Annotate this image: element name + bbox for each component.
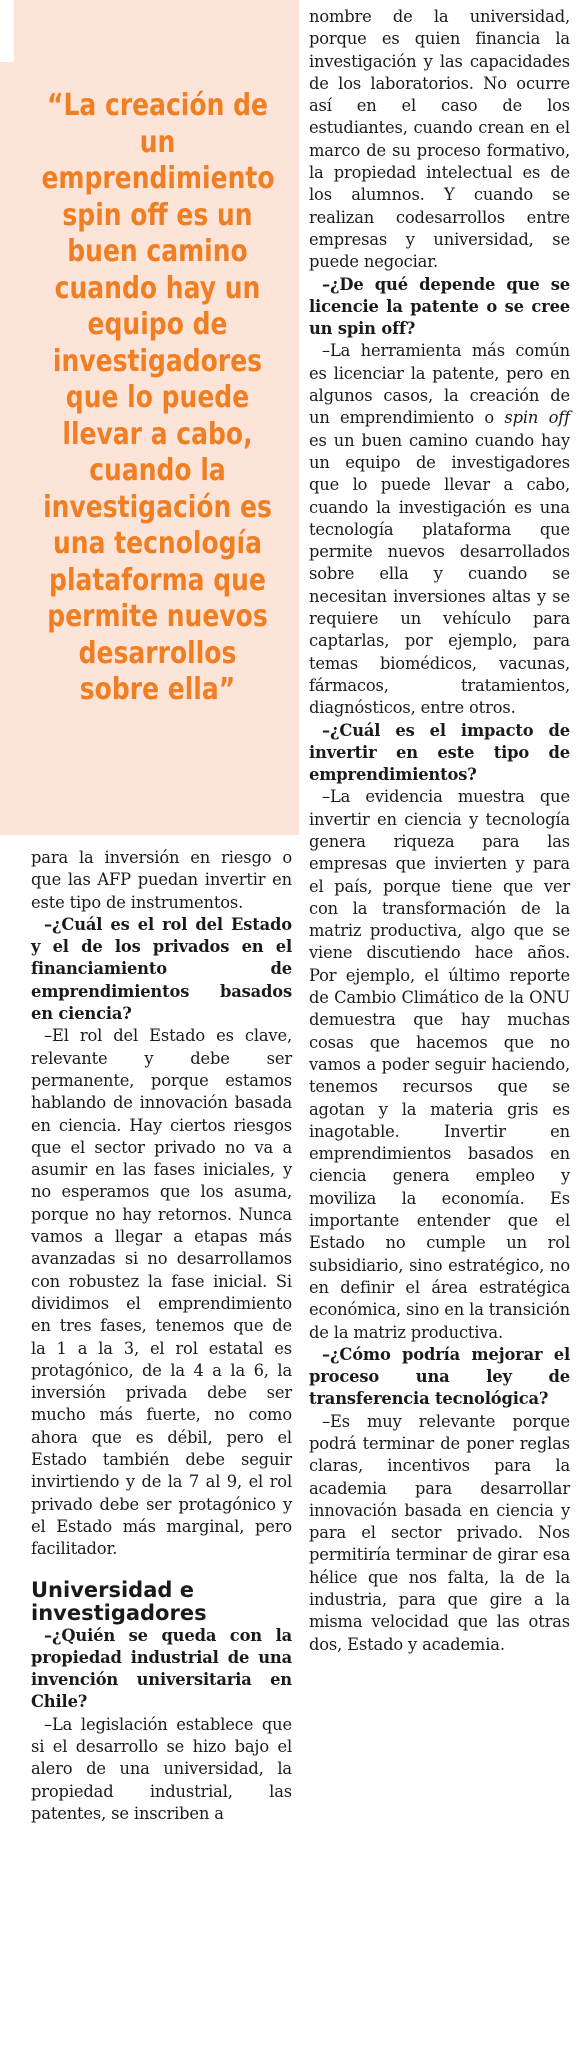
- section-subheading: Universidad e investigadores: [31, 1577, 207, 1625]
- interview-answer: –La evidencia muestra que invertir en ciencia y tecnología genera riqueza para las empresas que invierten y para el país, porque tiene que ver con la transformación de la matriz productiva, algo que se viene discutiendo hace años. Por ejemplo, el último reporte de Cambio Climático de la ONU demuestra que hay muchas cosas que hacemos que no vamos a poder seguir haciendo, tenemos recursos que se agotan y la materia gris es inagotable. Invertir en emprendimientos basados en ciencia genera empleo y moviliza la economía. Es importante entender que el Estado no cumple un rol subsidiario, sino estratégico, no en definir el área estratégica económica, sino en la transición de la matriz productiva.: [309, 787, 570, 1342]
- italic-term: spin off: [504, 408, 570, 428]
- interview-question: –¿De qué depende que se licencie la patente o se cree un spin off?: [309, 274, 570, 339]
- answer-text: –La herramienta más común es licenciar la patente, pero en algunos casos, la creación de un emprendimiento o: [309, 341, 570, 428]
- interview-question: –¿Quién se queda con la propiedad industrial de una invención universitaria en Chile?: [31, 1625, 292, 1712]
- paragraph: para la inversión en riesgo o que las AFP puedan invertir en este tipo de instrumentos.: [31, 848, 292, 912]
- interview-answer: –La legislación establece que si el desarrollo se hizo bajo el alero de una universidad, la propiedad industrial, las patentes, se inscriben a: [31, 1714, 292, 1823]
- article-column-right: [309, 6, 570, 1656]
- answer-text: es un buen camino cuando hay un equipo de investigadores que lo puede llevar a cabo, cuando la investigación es una tecnología plataforma que permite nuevos desarrollados sobre ella y cuando se necesitan inversiones altas y se requiere un vehículo para captarlas, por ejemplo, para temas biomédicos, vacunas, fármacos, tratamientos, diagnósticos, entre otros.: [309, 430, 570, 718]
- interview-question: –¿Cuál es el rol del Estado y el de los privados en el financiamiento de emprendimientos basados en ciencia?: [31, 914, 292, 1024]
- article-column-left: [31, 847, 292, 1825]
- interview-answer: –El rol del Estado es clave, relevante y debe ser permanente, porque estamos hablando de innovación basada en ciencia. Hay ciertos riesgos que el sector privado no va a asumir en las fases iniciales, y no esperamos que los asuma, porque no hay retornos. Nunca vamos a llegar a etapas más avanzadas si no desarrollamos con robustez la fase inicial. Si dividimos el emprendimiento en tres fases, tenemos que de la 1 a la 3, el rol estatal es protagónico, de la 4 a la 6, la inversión privada debe ser mucho más fuerte, no como ahora que es débil, pero el Estado también debe seguir invirtiendo y de la 7 al 9, el rol privado debe ser protagónico y el Estado más marginal, pero facilitador.: [31, 1026, 292, 1559]
- interview-question: –¿Cuál es el impacto de invertir en este tipo de emprendimientos?: [309, 720, 570, 785]
- paragraph: nombre de la universidad, porque es quien financia la investigación y las capacidades de los laboratorios. No ocurre así en el caso de los estudiantes, cuando crean en el marco de su proceso formativo, la propiedad intelectual es de los alumnos. Y cuando se realizan codesarrollos entre empresas y universidad, se puede negociar.: [309, 7, 570, 272]
- interview-answer: [309, 340, 570, 719]
- interview-answer: –Es muy relevante porque podrá terminar de poner reglas claras, incentivos para la academia para desarrollar innovación basada en ciencia y para el sector privado. Nos permitiría terminar de girar esa hélice que nos falta, la de la industria, para que gire a la misma velocidad que las otras dos, Estado y academia.: [309, 1411, 570, 1654]
- interview-question: –¿Cómo podría mejorar el proceso una ley de transferencia tecnológica?: [309, 1344, 570, 1409]
- pullquote: “La creación de un emprendimiento spin off es un buen camino cuando hay un equipo de investigadores que lo puede llevar a cabo, cuando la investigación es una tecnología plataforma que permite nuevos desarrollos sobre ella”: [41, 88, 275, 707]
- pullquote-corner-strip: [0, 0, 14, 62]
